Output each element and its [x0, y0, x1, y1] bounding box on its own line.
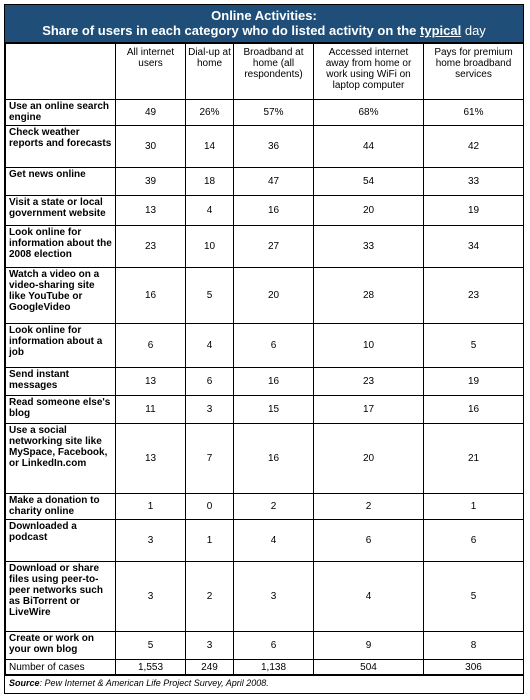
header-col: Accessed internet away from home or work using WiFi on laptop computer — [314, 44, 424, 100]
data-cell: 6 — [234, 324, 314, 368]
data-cell: 10 — [186, 226, 234, 268]
data-cell: 3 — [234, 562, 314, 632]
source-label: Source — [9, 678, 40, 688]
data-cell: 2 — [314, 494, 424, 520]
data-cell: 4 — [186, 196, 234, 226]
data-cell: 36 — [234, 126, 314, 168]
data-cell: 6 — [234, 632, 314, 660]
data-cell: 21 — [424, 424, 524, 494]
data-cell: 20 — [314, 424, 424, 494]
data-cell: 19 — [424, 368, 524, 396]
activity-label: Watch a video on a video-sharing site like YouTube or GoogleVideo — [6, 268, 116, 324]
source-text: : Pew Internet & American Life Project Survey, April 2008. — [39, 678, 269, 688]
cases-cell: 1,138 — [234, 660, 314, 675]
table-row — [6, 226, 524, 268]
activity-label: Download or share files using peer-to-peer networks such as BiTorrent or LiveWire — [6, 562, 116, 632]
data-cell: 6 — [314, 520, 424, 562]
data-cell: 34 — [424, 226, 524, 268]
activity-label: Downloaded a podcast — [6, 520, 116, 562]
data-cell: 16 — [234, 196, 314, 226]
data-cell: 27 — [234, 226, 314, 268]
data-cell: 7 — [186, 424, 234, 494]
data-cell: 47 — [234, 168, 314, 196]
cases-label: Number of cases — [6, 660, 116, 675]
data-cell: 2 — [234, 494, 314, 520]
activity-label: Look online for information about a job — [6, 324, 116, 368]
data-cell: 5 — [424, 324, 524, 368]
source-note — [5, 675, 523, 689]
data-cell: 61% — [424, 100, 524, 126]
data-cell: 39 — [116, 168, 186, 196]
data-cell: 49 — [116, 100, 186, 126]
table-row — [6, 324, 524, 368]
data-table — [5, 43, 524, 675]
data-cell: 16 — [234, 424, 314, 494]
data-cell: 4 — [234, 520, 314, 562]
table-frame — [4, 4, 524, 694]
cases-cell: 249 — [186, 660, 234, 675]
data-cell: 6 — [186, 368, 234, 396]
data-cell: 4 — [314, 562, 424, 632]
activity-label: Look online for information about the 2008 election — [6, 226, 116, 268]
data-cell: 6 — [424, 520, 524, 562]
table-row — [6, 168, 524, 196]
data-cell: 15 — [234, 396, 314, 424]
subtitle-post: day — [464, 23, 486, 38]
data-cell: 1 — [186, 520, 234, 562]
data-cell: 13 — [116, 424, 186, 494]
data-cell: 8 — [424, 632, 524, 660]
header-col: Broadband at home (all respondents) — [234, 44, 314, 100]
table-row — [6, 494, 524, 520]
table-row — [6, 268, 524, 324]
data-cell: 44 — [314, 126, 424, 168]
table-row — [6, 632, 524, 660]
data-cell: 20 — [234, 268, 314, 324]
subtitle-pre: Share of users in each category who do listed activity on the — [42, 23, 417, 38]
data-cell: 57% — [234, 100, 314, 126]
data-cell: 11 — [116, 396, 186, 424]
table-row — [6, 196, 524, 226]
data-cell: 16 — [424, 396, 524, 424]
activity-label: Read someone else's blog — [6, 396, 116, 424]
data-cell: 3 — [186, 396, 234, 424]
table-row — [6, 100, 524, 126]
data-cell: 5 — [424, 562, 524, 632]
data-cell: 30 — [116, 126, 186, 168]
data-cell: 9 — [314, 632, 424, 660]
data-cell: 13 — [116, 368, 186, 396]
cases-cell: 1,553 — [116, 660, 186, 675]
data-cell: 0 — [186, 494, 234, 520]
activity-label: Use an online search engine — [6, 100, 116, 126]
data-cell: 13 — [116, 196, 186, 226]
data-cell: 26% — [186, 100, 234, 126]
table-row — [6, 562, 524, 632]
data-cell: 68% — [314, 100, 424, 126]
header-row — [6, 44, 524, 100]
data-cell: 19 — [424, 196, 524, 226]
data-cell: 54 — [314, 168, 424, 196]
chart-title: Online Activities: — [211, 8, 317, 23]
activity-label: Make a donation to charity online — [6, 494, 116, 520]
data-cell: 5 — [116, 632, 186, 660]
header-col: Pays for premium home broadband services — [424, 44, 524, 100]
data-cell: 4 — [186, 324, 234, 368]
table-row — [6, 368, 524, 396]
subtitle-emph: typical — [420, 23, 462, 38]
table-row — [6, 520, 524, 562]
data-cell: 10 — [314, 324, 424, 368]
table-row — [6, 396, 524, 424]
cases-cell: 306 — [424, 660, 524, 675]
data-cell: 5 — [186, 268, 234, 324]
data-cell: 6 — [116, 324, 186, 368]
header-col: Dial-up at home — [186, 44, 234, 100]
activity-label: Create or work on your own blog — [6, 632, 116, 660]
data-cell: 42 — [424, 126, 524, 168]
data-cell: 3 — [186, 632, 234, 660]
activity-label: Use a social networking site like MySpace, Facebook, or LinkedIn.com — [6, 424, 116, 494]
data-cell: 33 — [314, 226, 424, 268]
data-cell: 1 — [424, 494, 524, 520]
header-activity — [6, 44, 116, 100]
data-cell: 23 — [424, 268, 524, 324]
cases-cell: 504 — [314, 660, 424, 675]
data-cell: 3 — [116, 520, 186, 562]
data-cell: 23 — [116, 226, 186, 268]
data-cell: 28 — [314, 268, 424, 324]
data-cell: 20 — [314, 196, 424, 226]
data-cell: 14 — [186, 126, 234, 168]
data-cell: 23 — [314, 368, 424, 396]
data-cell: 1 — [116, 494, 186, 520]
chart-subtitle — [5, 23, 523, 39]
table-row — [6, 424, 524, 494]
data-cell: 2 — [186, 562, 234, 632]
data-cell: 17 — [314, 396, 424, 424]
data-cell: 16 — [234, 368, 314, 396]
activity-label: Visit a state or local government website — [6, 196, 116, 226]
activity-label: Get news online — [6, 168, 116, 196]
data-cell: 33 — [424, 168, 524, 196]
table-body — [6, 100, 524, 675]
data-cell: 3 — [116, 562, 186, 632]
table-row — [6, 126, 524, 168]
data-cell: 16 — [116, 268, 186, 324]
cases-row — [6, 660, 524, 675]
data-cell: 18 — [186, 168, 234, 196]
activity-label: Check weather reports and forecasts — [6, 126, 116, 168]
activity-label: Send instant messages — [6, 368, 116, 396]
header-col: All internet users — [116, 44, 186, 100]
title-block — [5, 5, 523, 43]
